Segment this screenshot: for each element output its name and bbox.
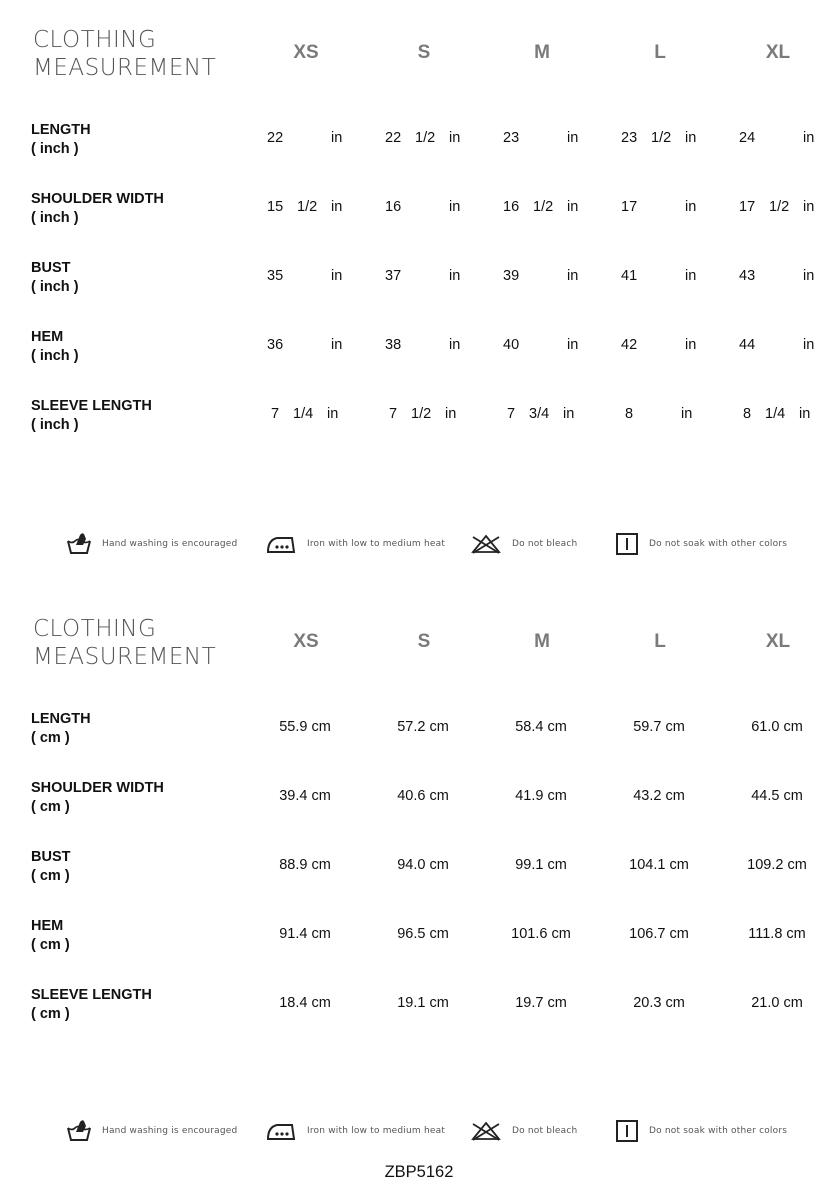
row-name: BUST [31,260,71,276]
whole-value: 41 [621,268,638,284]
measurement-cell [739,268,821,286]
whole-value: 7 [389,406,398,422]
unit-value: in [803,337,815,353]
care-instructions [0,1116,838,1146]
section-title [33,26,216,82]
fraction-value: 1/2 [415,130,436,146]
unit-value: in [331,199,343,215]
measurement-cell [267,199,349,217]
measurement-cell: 21.0 cm [751,995,803,1011]
care-item-soak [615,529,787,559]
row-name: SLEEVE LENGTH [31,987,152,1003]
measurement-cell: 94.0 cm [397,857,449,873]
unit-value: in [567,268,579,284]
measurement-cell [503,199,585,217]
row-name: HEM [31,329,64,345]
size-header-m: M [534,42,550,63]
row-label [31,779,164,817]
do-not-bleach-icon [470,533,502,555]
measurement-cell [739,130,821,148]
measurement-cell: 101.6 cm [511,926,571,942]
cm-measurement-section [0,589,838,1089]
whole-value: 23 [621,130,638,146]
measurement-cell: 39.4 cm [279,788,331,804]
care-text: Do not soak with other colors [649,1126,788,1136]
measurement-cell [503,337,585,355]
measurement-cell: 104.1 cm [629,857,689,873]
whole-value: 22 [267,130,284,146]
size-header-s: S [417,42,431,63]
measurement-cell [267,130,349,148]
row-label [31,121,91,159]
unit-value: in [449,199,461,215]
size-header-m: M [534,631,550,652]
whole-value: 16 [503,199,520,215]
whole-value: 37 [385,268,402,284]
unit-value: in [685,268,697,284]
whole-value: 17 [739,199,756,215]
care-item-hand-wash [66,529,237,559]
row-name: SLEEVE LENGTH [31,398,152,414]
care-text: Hand washing is encouraged [102,539,238,549]
row-unit: ( cm ) [31,868,70,884]
row-unit: ( cm ) [31,799,70,815]
measurement-cell [503,406,585,424]
unit-value: in [799,406,811,422]
unit-value: in [331,337,343,353]
measurement-cell: 57.2 cm [397,719,449,735]
row-unit: ( cm ) [31,730,70,746]
unit-value: in [331,130,343,146]
unit-value: in [449,337,461,353]
unit-value: in [567,199,579,215]
unit-value: in [327,406,339,422]
measurement-cell: 91.4 cm [279,926,331,942]
unit-value: in [803,130,815,146]
whole-value: 38 [385,337,402,353]
measurement-cell [385,406,467,424]
row-label [31,190,164,228]
measurement-cell [503,130,585,148]
measurement-cell [621,337,703,355]
whole-value: 8 [625,406,634,422]
measurement-cell [385,268,467,286]
measurement-cell: 111.8 cm [748,926,806,942]
row-label [31,259,79,297]
measurement-cell: 43.2 cm [633,788,685,804]
care-text: Do not bleach [512,1126,578,1136]
size-header-xs: XS [293,42,319,63]
size-header-xl: XL [765,42,791,63]
whole-value: 15 [267,199,284,215]
title-line1: CLOTHING [33,616,157,642]
measurement-cell [621,199,703,217]
row-unit: ( inch ) [31,141,79,157]
care-text: Do not bleach [512,539,578,549]
row-unit: ( inch ) [31,348,79,364]
row-label [31,328,79,366]
row-unit: ( inch ) [31,279,79,295]
do-not-soak-icon [615,532,639,556]
measurement-cell [267,406,349,424]
measurement-cell [385,130,467,148]
care-instructions [0,529,838,559]
do-not-bleach-icon [470,1120,502,1142]
inch-measurement-section [0,0,838,580]
size-header-xs: XS [293,631,319,652]
whole-value: 7 [507,406,516,422]
fraction-value: 1/2 [297,199,318,215]
care-text: Iron with low to medium heat [307,539,446,549]
whole-value: 16 [385,199,402,215]
whole-value: 24 [739,130,756,146]
care-item-iron [265,1116,445,1146]
measurement-cell: 99.1 cm [515,857,567,873]
measurement-cell [739,337,821,355]
unit-value: in [331,268,343,284]
size-header-l: L [654,42,666,63]
size-header-l: L [654,631,666,652]
care-text: Iron with low to medium heat [307,1126,446,1136]
title-line2: MEASUREMENT [33,644,217,670]
measurement-cell: 59.7 cm [633,719,685,735]
care-item-bleach [470,1116,577,1146]
unit-value: in [567,337,579,353]
row-name: BUST [31,849,71,865]
row-unit: ( cm ) [31,937,70,953]
measurement-cell: 61.0 cm [751,719,803,735]
measurement-cell: 96.5 cm [397,926,449,942]
row-name: HEM [31,918,64,934]
care-item-iron [265,529,445,559]
row-unit: ( inch ) [31,210,79,226]
care-text: Do not soak with other colors [649,539,788,549]
whole-value: 44 [739,337,756,353]
unit-value: in [681,406,693,422]
fraction-value: 1/2 [651,130,672,146]
measurement-cell [385,337,467,355]
title-line1: CLOTHING [33,27,157,53]
title-line2: MEASUREMENT [33,55,217,81]
unit-value: in [803,268,815,284]
row-name: SHOULDER WIDTH [31,780,164,796]
row-label [31,917,70,955]
whole-value: 40 [503,337,520,353]
measurement-cell: 58.4 cm [515,719,567,735]
whole-value: 17 [621,199,638,215]
care-item-bleach [470,529,577,559]
size-header-s: S [417,631,431,652]
whole-value: 22 [385,130,402,146]
row-unit: ( cm ) [31,1006,70,1022]
row-name: LENGTH [31,122,91,138]
whole-value: 35 [267,268,284,284]
fraction-value: 1/4 [293,406,314,422]
fraction-value: 1/4 [765,406,786,422]
measurement-cell: 19.1 cm [397,995,449,1011]
do-not-soak-icon [615,1119,639,1143]
size-header-xl: XL [765,631,791,652]
unit-value: in [563,406,575,422]
care-text: Hand washing is encouraged [102,1126,238,1136]
measurement-cell: 44.5 cm [751,788,803,804]
product-code: ZBP5162 [384,1163,454,1181]
measurement-cell [739,406,821,424]
measurement-cell: 55.9 cm [279,719,331,735]
unit-value: in [685,199,697,215]
whole-value: 8 [743,406,752,422]
fraction-value: 1/2 [533,199,554,215]
measurement-cell: 18.4 cm [279,995,331,1011]
whole-value: 23 [503,130,520,146]
measurement-cell: 88.9 cm [279,857,331,873]
measurement-cell: 109.2 cm [747,857,807,873]
unit-value: in [567,130,579,146]
hand-wash-icon [66,1118,92,1144]
iron-icon [265,532,297,556]
fraction-value: 3/4 [529,406,550,422]
row-name: SHOULDER WIDTH [31,191,164,207]
row-label [31,397,152,435]
row-name: LENGTH [31,711,91,727]
measurement-cell [621,130,703,148]
measurement-cell [739,199,821,217]
whole-value: 7 [271,406,280,422]
whole-value: 36 [267,337,284,353]
measurement-cell [621,268,703,286]
measurement-cell [503,268,585,286]
measurement-cell [267,337,349,355]
measurement-cell [385,199,467,217]
hand-wash-icon [66,531,92,557]
iron-icon [265,1119,297,1143]
unit-value: in [445,406,457,422]
whole-value: 42 [621,337,638,353]
measurement-cell: 41.9 cm [515,788,567,804]
fraction-value: 1/2 [769,199,790,215]
measurement-cell: 19.7 cm [515,995,567,1011]
fraction-value: 1/2 [411,406,432,422]
row-label [31,986,152,1024]
measurement-cell: 106.7 cm [629,926,689,942]
unit-value: in [685,130,697,146]
unit-value: in [685,337,697,353]
measurement-cell: 40.6 cm [397,788,449,804]
row-unit: ( inch ) [31,417,79,433]
measurement-cell: 20.3 cm [633,995,685,1011]
unit-value: in [449,130,461,146]
section-title [33,615,216,671]
measurement-cell [267,268,349,286]
row-label [31,710,91,748]
care-item-hand-wash [66,1116,237,1146]
row-label [31,848,70,886]
unit-value: in [449,268,461,284]
care-item-soak [615,1116,787,1146]
unit-value: in [803,199,815,215]
whole-value: 43 [739,268,756,284]
whole-value: 39 [503,268,520,284]
measurement-cell [621,406,703,424]
